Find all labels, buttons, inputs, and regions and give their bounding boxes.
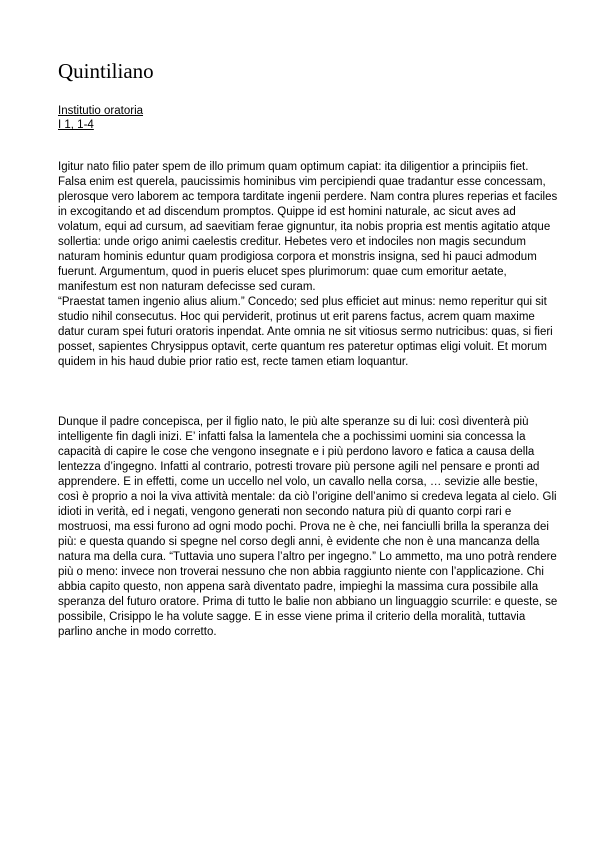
- passage-reference: I 1, 1-4: [58, 119, 94, 131]
- document-page: [58, 58, 558, 640]
- author-title: Quintiliano: [58, 59, 154, 83]
- source-reference: [58, 104, 558, 132]
- work-title: Institutio oratoria: [58, 105, 144, 117]
- latin-paragraph-2: “Praestat tamen ingenio alius alium.” Concedo; sed plus efficiet aut minus: nemo reperitur qui sit studio nihil consecutus. Hoc qui perviderit, protinus ut erit parens factus, acrem quam maxime datur curam spei futuri oratoris inpendat. Ante omnia ne sit vitiosus sermo nutricibus: quas, si fieri posset, sapientes Chrysippus optavit, certe quantum res pateretur optimas eligi voluit. Et morum quidem in his haud dubie prior ratio est, recte tamen etiam loquantur.: [58, 296, 553, 368]
- latin-paragraph-1: Igitur nato filio pater spem de illo primum quam optimum capiat: ita diligentior a principiis fiet. Falsa enim est querela, paucissimis hominibus vim percipiendi quae tradantur esse concessam, plerosque vero laborem ac tempora tarditate ingenii perdere. Nam contra plures reperias et faciles in excogitando et ad discendum promptos. Quippe id est homini naturale, ac sicut aves ad volatum, equi ad cursum, ad saevitiam ferae gignuntur, ita nobis propria est mentis agitatio atque sollertia: unde origo animi caelestis creditur. Hebetes vero et indociles non magis secundum naturam hominis eduntur quam prodigiosa corpora et monstris insigna, sed hi pauci admodum fuerunt. Argumentum, quod in pueris elucet spes plurimorum: quae cum emoritur aetate, manifestum est non naturam defecisse sed curam.: [58, 161, 558, 293]
- italian-translation: Dunque il padre concepisca, per il figlio nato, le più alte speranze su di lui: così diventerà più intelligente fin dagli inizi. E’ infatti falsa la lamentela che a pochissimi uomini sia concessa la capacità di capire le cose che vengono insegnate e i più perdono lavoro e fatica a causa della lentezza d’ingegno. Infatti al contrario, potresti trovare più persone agili nel pensare e pronti ad apprendere. E in effetti, come un uccello nel volo, un cavallo nella corsa, … sevizie alle bestie, così è proprio a noi la viva attività mentale: da ciò l’origine dell’animo si credeva legata al cielo. Gli idioti in verità, ed i negati, vengono generati non secondo natura più di quanto corpi rari e mostruosi, ma essi furono ad ogni modo pochi. Prova ne è che, nei fanciulli brilla la speranza dei più: e questa quando si spegne nel corso degli anni, è evidente che non è una mancanza della natura ma della cura. “Tuttavia uno supera l’altro per ingegno.” Lo ammetto, ma uno potrà rendere più o meno: invece non troverai nessuno che non abbia raggiunto niente con l’applicazione. Chi abbia capito questo, non appena sarà diventato padre, impieghi la massima cura possibile alla speranza del futuro oratore. Prima di tutto le balie non abbiano un linguaggio scurrile: e queste, se possibile, Crisippo le ha volute sagge. E in esse viene prima il criterio della moralità, tuttavia parlino anche in modo corretto.: [58, 416, 558, 638]
- section-spacer: [58, 370, 558, 415]
